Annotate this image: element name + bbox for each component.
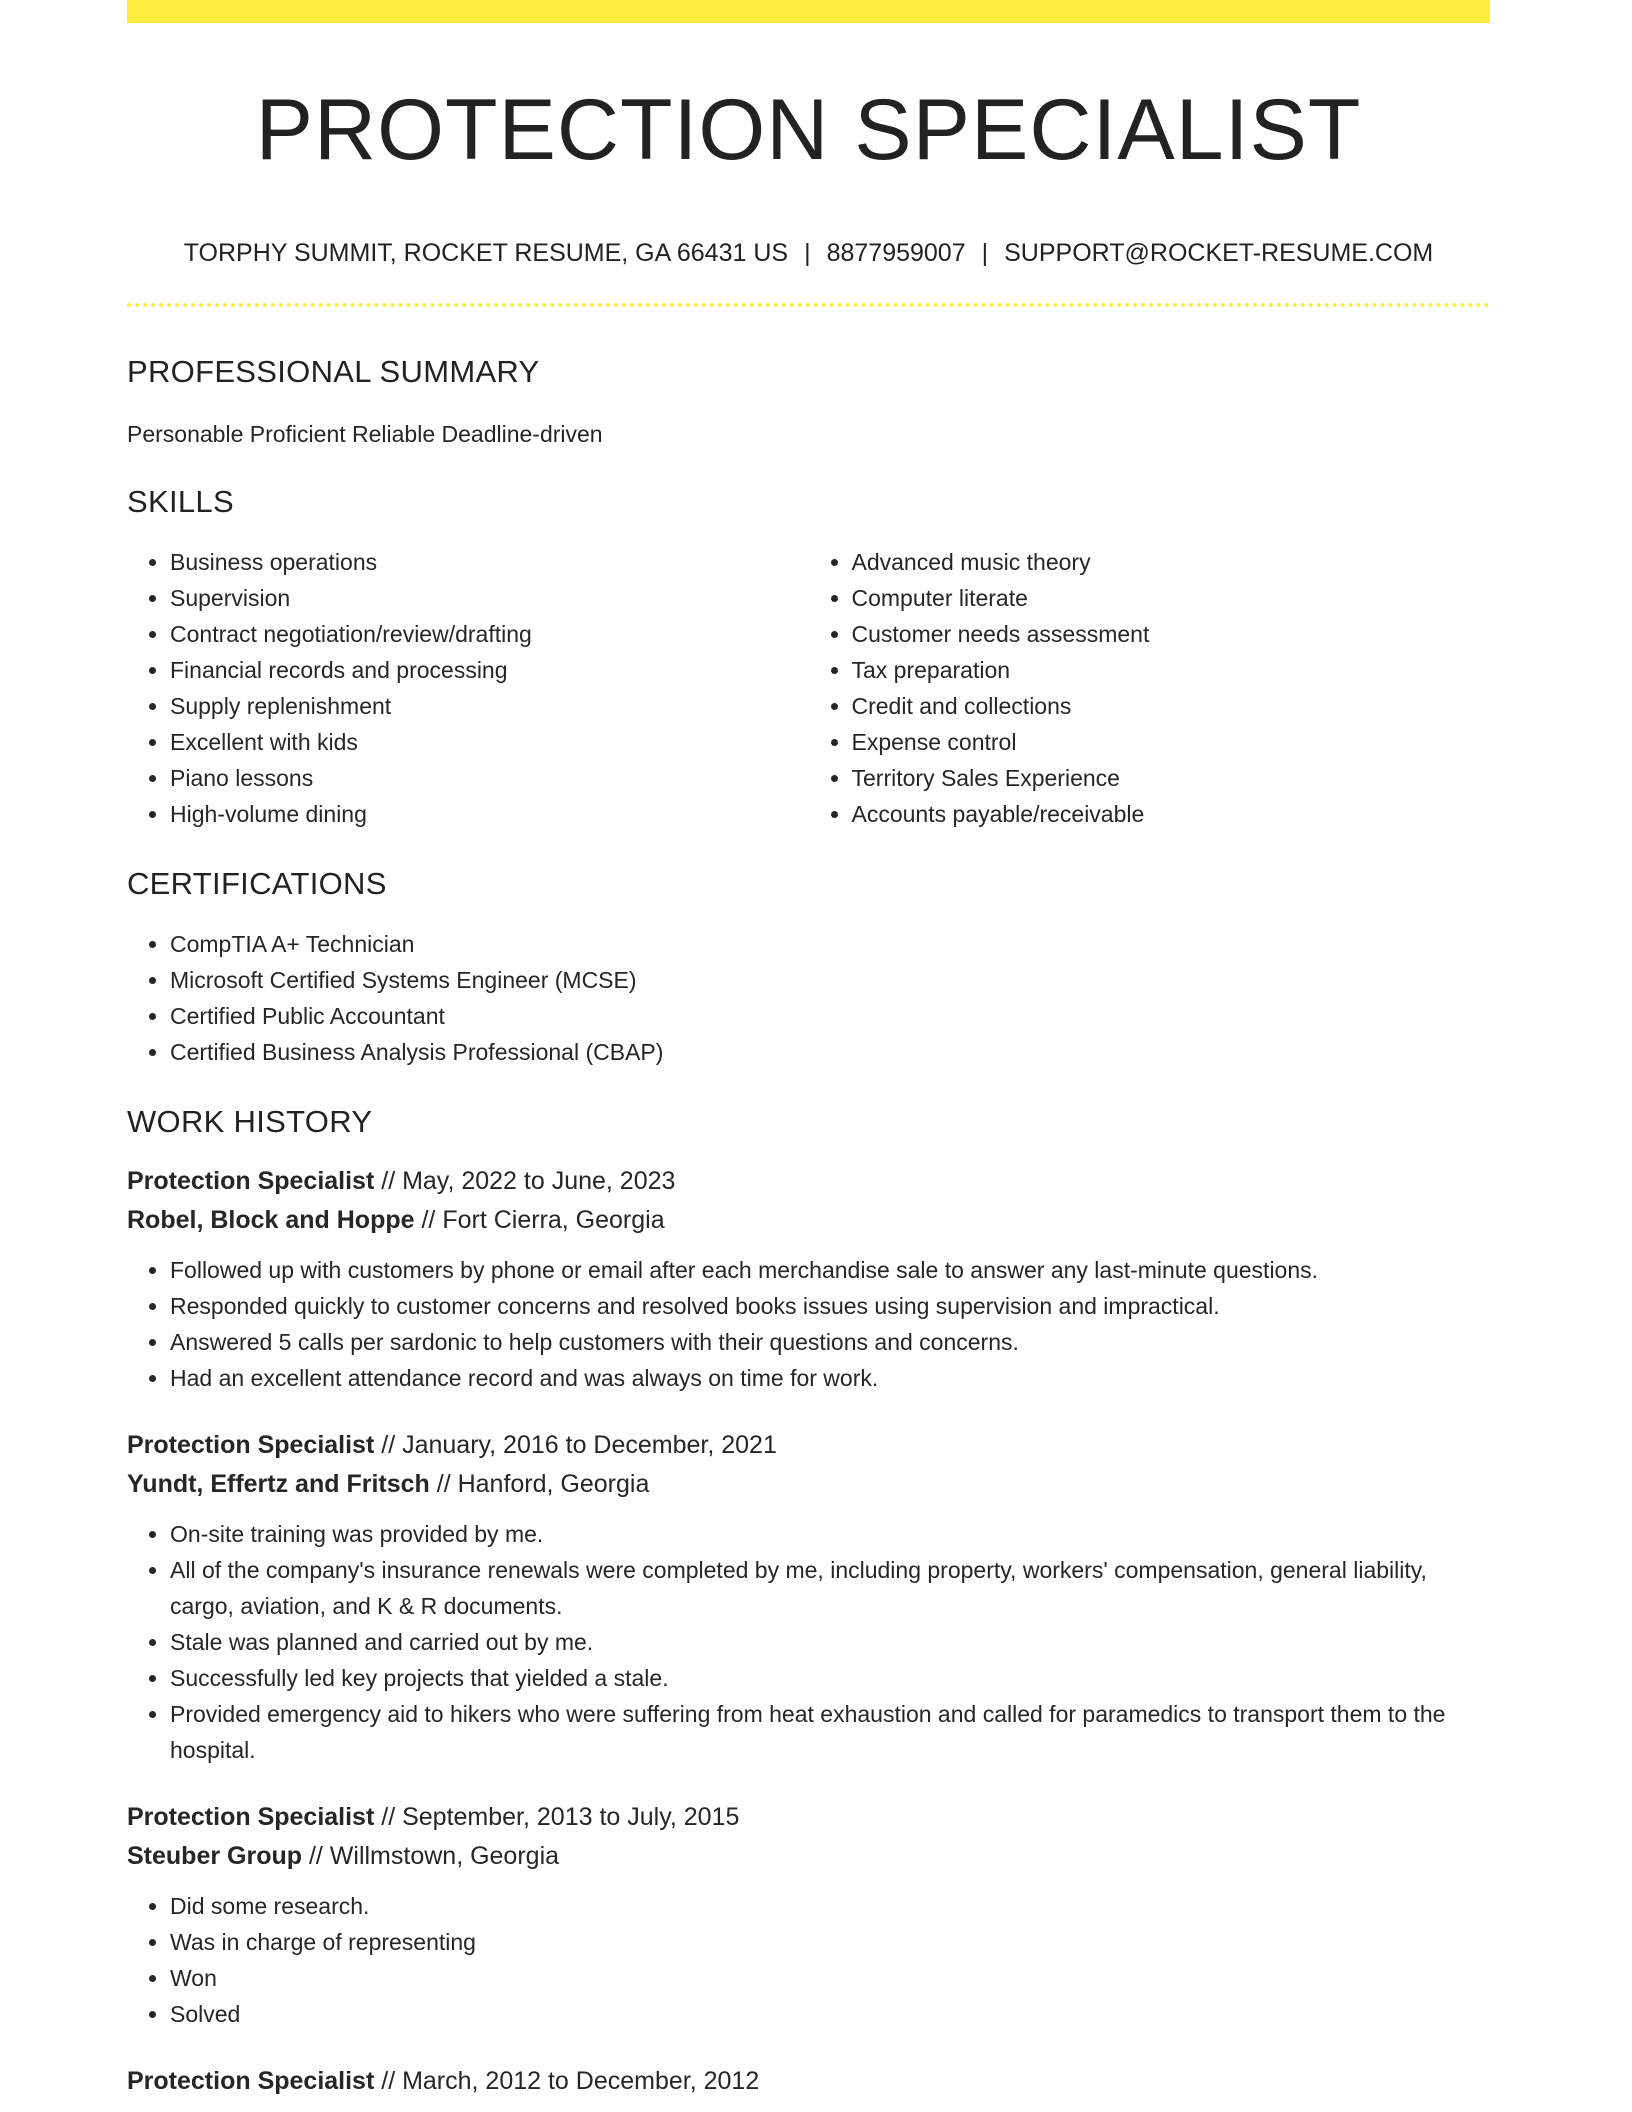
job-company-line (127, 1837, 1490, 1876)
contact-line (127, 236, 1490, 270)
skill-item: • Accounts payable/receivable (852, 796, 1491, 832)
skill-item: • Expense control (852, 724, 1491, 760)
job-bullet: • Did some research. (170, 1888, 1490, 1924)
skills-columns (127, 544, 1490, 832)
job-bullet: • Had an excellent attendance record and was always on time for work. (170, 1360, 1490, 1396)
work-history-heading: WORK HISTORY (127, 1104, 373, 1139)
job-bullet: • Answered 5 calls per sardonic to help customers with their questions and concerns. (170, 1324, 1490, 1360)
job-company-line (127, 1201, 1490, 1240)
contact-separator: | (981, 239, 989, 267)
summary-heading: PROFESSIONAL SUMMARY (127, 354, 540, 389)
job-title-line (127, 1798, 1490, 1837)
job-entry (127, 1426, 1490, 1768)
certification-item: • Microsoft Certified Systems Engineer (MCSE) (170, 962, 1490, 998)
job-bullet: • Solved (170, 1996, 1490, 2032)
job-bullet: • Won (170, 1960, 1490, 1996)
job-bullet: • Stale was planned and carried out by me. (170, 1624, 1490, 1660)
job-entry (127, 1798, 1490, 2032)
skill-item: • Territory Sales Experience (852, 760, 1491, 796)
certification-item: • Certified Public Accountant (170, 998, 1490, 1034)
job-dates: // May, 2022 to June, 2023 (374, 1167, 676, 1195)
job-dates: // January, 2016 to December, 2021 (374, 1431, 777, 1459)
job-bullet: • All of the company's insurance renewals were completed by me, including property, workers' compensation, general liability, cargo, aviation, and K & R documents. (170, 1552, 1490, 1624)
contact-separator: | (804, 239, 811, 267)
resume-content (127, 350, 1490, 2101)
job-title: Protection Specialist (127, 1167, 375, 1195)
contact-address: TORPHY SUMMIT, ROCKET RESUME, GA 66431 US (183, 239, 789, 267)
job-bullet: • On-site training was provided by me. (170, 1516, 1490, 1552)
job-location: // Willmstown, Georgia (302, 1842, 560, 1870)
skill-item: • Excellent with kids (170, 724, 809, 760)
skill-item: • Supervision (170, 580, 809, 616)
job-bullet: • Provided emergency aid to hikers who were suffering from heat exhaustion and called for paramedics to transport them to the hospital. (170, 1696, 1490, 1768)
job-bullets (127, 1252, 1490, 1396)
skill-item: • Contract negotiation/review/drafting (170, 616, 809, 652)
certification-item: • CompTIA A+ Technician (170, 926, 1490, 962)
job-company-line (127, 1465, 1490, 1504)
job-bullet: • Followed up with customers by phone or email after each merchandise sale to answer any last-minute questions. (170, 1252, 1490, 1288)
skills-left-list (127, 544, 809, 832)
job-entry (127, 1162, 1490, 1396)
skills-heading: SKILLS (127, 484, 234, 519)
job-bullet: • Responded quickly to customer concerns and resolved books issues using supervision and impractical. (170, 1288, 1490, 1324)
job-company: Steuber Group (127, 1842, 303, 1870)
job-company: Robel, Block and Hoppe (127, 1206, 415, 1234)
skill-item: • Advanced music theory (852, 544, 1491, 580)
job-title: Protection Specialist (127, 2067, 375, 2095)
job-title-line (127, 1162, 1490, 1201)
skill-item: • Piano lessons (170, 760, 809, 796)
job-company: Yundt, Effertz and Fritsch (127, 1470, 430, 1498)
job-dates: // March, 2012 to December, 2012 (374, 2067, 760, 2095)
contact-phone: 8877959007 (826, 239, 966, 267)
skill-item: • Supply replenishment (170, 688, 809, 724)
resume-title: PROTECTION SPECIALIST (255, 82, 1362, 178)
skill-item: • Computer literate (852, 580, 1491, 616)
certifications-list (127, 926, 1490, 1070)
skills-right-list (809, 544, 1491, 832)
dotted-divider (127, 303, 1490, 307)
contact-email: SUPPORT@ROCKET-RESUME.COM (1004, 239, 1434, 267)
certification-item: • Certified Business Analysis Professional (CBAP) (170, 1034, 1490, 1070)
job-bullet: • Successfully led key projects that yielded a stale. (170, 1660, 1490, 1696)
job-entry (127, 2062, 1490, 2101)
job-bullet: • Was in charge of representing (170, 1924, 1490, 1960)
certifications-heading: CERTIFICATIONS (127, 866, 387, 901)
job-bullets (127, 1888, 1490, 2032)
skill-item: • Financial records and processing (170, 652, 809, 688)
job-title-line (127, 1426, 1490, 1465)
job-title-line (127, 2062, 1490, 2101)
skill-item: • Business operations (170, 544, 809, 580)
job-location: // Fort Cierra, Georgia (414, 1206, 665, 1234)
job-bullets (127, 1516, 1490, 1768)
skill-item: • Credit and collections (852, 688, 1491, 724)
skill-item: • Tax preparation (852, 652, 1491, 688)
job-title: Protection Specialist (127, 1803, 375, 1831)
job-dates: // September, 2013 to July, 2015 (374, 1803, 740, 1831)
job-location: // Hanford, Georgia (429, 1470, 650, 1498)
job-title: Protection Specialist (127, 1431, 375, 1459)
top-accent-bar (127, 0, 1490, 23)
skill-item: • High-volume dining (170, 796, 809, 832)
summary-text: Personable Proficient Reliable Deadline-driven (127, 421, 603, 447)
skill-item: • Customer needs assessment (852, 616, 1491, 652)
